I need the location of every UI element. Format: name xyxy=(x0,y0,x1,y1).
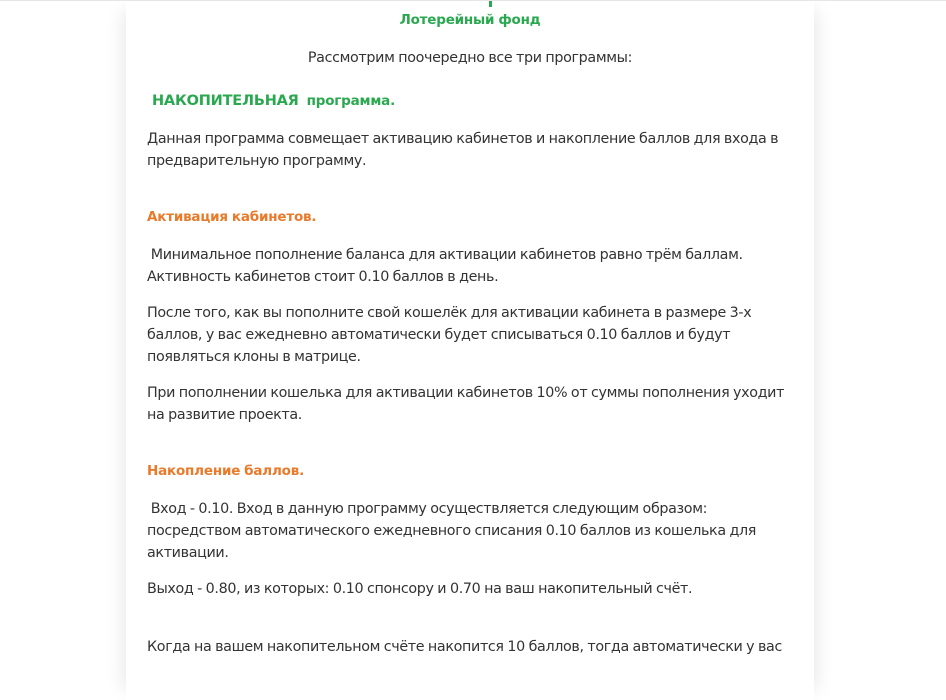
program-title-suffix: программа. xyxy=(306,93,396,109)
top-border xyxy=(0,0,946,1)
lottery-fund-title: Лотерейный фонд xyxy=(399,12,541,28)
program-title-main: НАКОПИТЕЛЬНАЯ xyxy=(152,93,299,109)
activation-paragraph-2: После того, как вы пополните свой кошелёк для активации кабинета в размере 3-х баллов, у вас ежедневно автоматически будет списываться 0.10 баллов и будут появляться клоны в матрице. xyxy=(147,305,752,365)
plus-icon xyxy=(485,0,495,9)
accumulation-paragraph-2: Выход - 0.80, из которых: 0.10 спонсору и 0.70 на ваш накопительный счёт. xyxy=(147,581,693,597)
activation-paragraph-1: Минимальное пополнение баланса для активации кабинетов равно трём баллам. Активность кабинетов стоит 0.10 баллов в день. xyxy=(147,247,747,285)
intro-text: Рассмотрим поочередно все три программы: xyxy=(307,50,633,66)
accumulation-paragraph-1: Вход - 0.10. Вход в данную программу осуществляется следующим образом: посредством автоматического ежедневного списания 0.10 баллов из кошелька для активации. xyxy=(147,501,760,561)
section-heading-activation: Активация кабинетов. xyxy=(147,209,317,225)
program-description: Данная программа совмещает активацию кабинетов и накопление баллов для входа в предварительную программу. xyxy=(147,131,779,169)
article-card xyxy=(126,0,814,700)
program-title xyxy=(152,93,395,109)
accumulation-paragraph-3: Когда на вашем накопительном счёте накопится 10 баллов, тогда автоматически у вас xyxy=(147,639,782,655)
section-heading-accumulation: Накопление баллов. xyxy=(147,463,305,479)
activation-paragraph-3: При пополнении кошелька для активации кабинетов 10% от суммы пополнения уходит на развитие проекта. xyxy=(147,385,785,423)
